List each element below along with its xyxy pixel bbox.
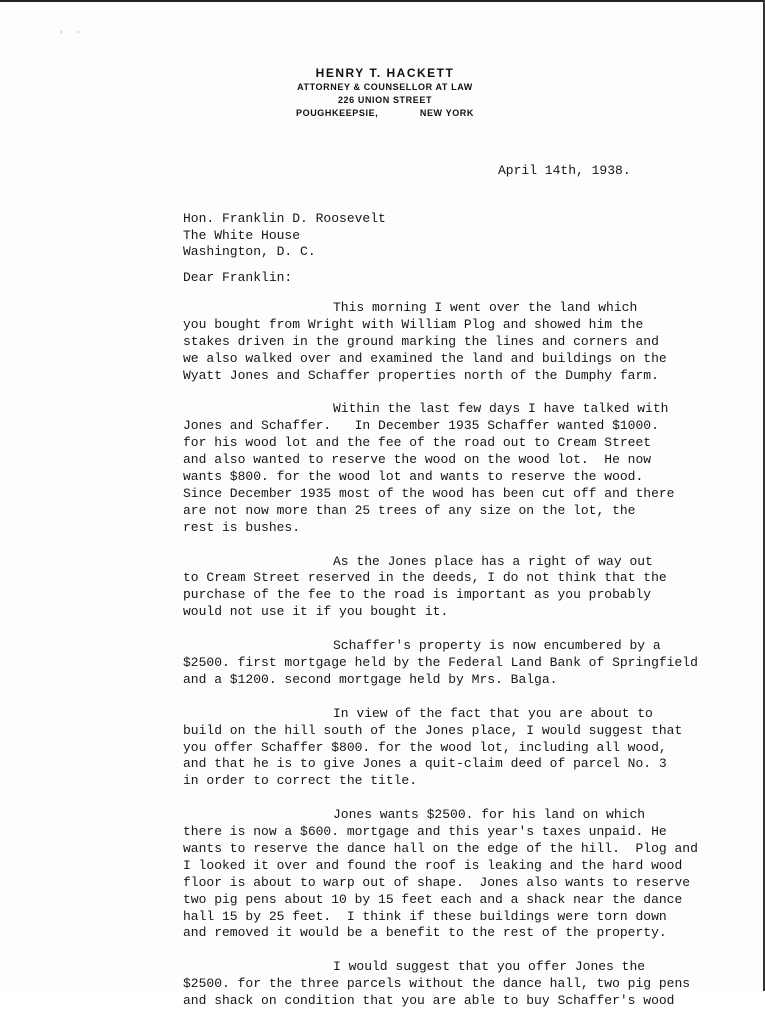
paragraph-line: wants $800. for the wood lot and wants to reserve the wood. <box>183 469 644 485</box>
letterhead-city-line <box>260 107 510 120</box>
paragraph-line: two pig pens about 10 by 15 feet each and a shack near the dance <box>183 891 683 907</box>
letter-paragraph <box>183 705 683 791</box>
paragraph-line: Jones and Schaffer. In December 1935 Schaffer wanted $1000. <box>183 418 659 434</box>
paragraph-line: Within the last few days I have talked with <box>333 401 669 417</box>
recipient-line-3: Washington, D. C. <box>183 244 316 259</box>
paragraph-line: there is now a $600. mortgage and this year's taxes unpaid. He <box>183 824 667 840</box>
paragraph-line: $2500. first mortgage held by the Federal Land Bank of Springfield <box>183 654 698 670</box>
paragraph-line: I looked it over and found the roof is leaking and the hard wood <box>183 857 683 873</box>
paragraph-line: Wyatt Jones and Schaffer properties north of the Dumphy farm. <box>183 367 659 383</box>
paragraph-line: This morning I went over the land which <box>333 300 638 315</box>
letter-date: April 14th, 1938. <box>498 163 631 178</box>
paragraph-line: rest is bushes. <box>183 519 301 535</box>
letter-paragraph <box>183 553 667 622</box>
paragraph-line: stakes driven in the ground marking the lines and corners and <box>183 333 659 349</box>
letterhead-state: NEW YORK <box>419 108 474 118</box>
paragraph-line: I would suggest that you offer Jones the <box>333 959 646 975</box>
paragraph-line: As the Jones place has a right of way out <box>333 553 653 569</box>
paragraph-line: and a $1200. second mortgage held by Mrs. Balga. <box>183 671 558 687</box>
recipient-address <box>183 211 386 261</box>
paragraph-line: and removed it would be a benefit to the rest of the property. <box>183 925 667 941</box>
letterhead-title: ATTORNEY & COUNSELLOR AT LAW <box>297 82 473 92</box>
paragraph-line: build on the hill south of the Jones place, I would suggest that <box>183 722 683 738</box>
paragraph-line: In view of the fact that you are about to <box>333 705 653 721</box>
paragraph-line: hall 15 by 25 feet. I think if these buildings were torn down <box>183 908 667 924</box>
paragraph-line: would not use it if you bought it. <box>183 604 449 620</box>
letterhead-street: 226 UNION STREET <box>337 95 433 105</box>
letter-paragraph <box>183 401 675 536</box>
paragraph-line: and also wanted to reserve the wood on the wood lot. He now <box>183 452 652 468</box>
paragraph-line: you offer Schaffer $800. for the wood lot, including all wood, <box>183 739 667 755</box>
paragraph-line: in order to correct the title. <box>183 773 418 789</box>
paragraph-line: purchase of the fee to the road is important as you probably <box>183 587 652 603</box>
paragraph-line: to Cream Street reserved in the deeds, I do not think that the <box>183 570 667 586</box>
letterhead <box>260 66 510 120</box>
paragraph-line: and shack on condition that you are able to buy Schaffer's wood <box>183 993 675 1009</box>
recipient-line-2: The White House <box>183 227 301 243</box>
letter-paragraph <box>183 300 667 385</box>
paragraph-line: $2500. for the three parcels without the dance hall, two pig pens <box>183 976 691 992</box>
recipient-line-1: Hon. Franklin D. Roosevelt <box>183 211 386 226</box>
letter-paragraph <box>183 807 698 942</box>
letterhead-city: POUGHKEEPSIE, <box>296 108 379 118</box>
letter-paragraph <box>183 959 691 1010</box>
paragraph-line: floor is about to warp out of shape. Jones also wants to reserve <box>183 874 691 890</box>
paragraph-line: and that he is to give Jones a quit-claim deed of parcel No. 3 <box>183 756 667 772</box>
letter-paragraph <box>183 638 698 689</box>
paragraph-line: for his wood lot and the fee of the road out to Cream Street <box>183 435 652 451</box>
letterhead-name: HENRY T. HACKETT <box>315 66 455 80</box>
paragraph-line: Schaffer's property is now encumbered by a <box>333 638 661 654</box>
letter-body <box>183 300 698 1027</box>
paragraph-line: wants to reserve the dance hall on the edge of the hill. Plog and <box>183 840 698 856</box>
salutation: Dear Franklin: <box>183 270 293 285</box>
paragraph-line: Jones wants $2500. for his land on which <box>333 807 646 823</box>
paragraph-line: Since December 1935 most of the wood has been cut off and there <box>183 485 675 501</box>
paragraph-line: you bought from Wright with William Plog and showed him the <box>183 316 644 332</box>
scan-specks: · · <box>60 28 86 37</box>
paragraph-line: we also walked over and examined the land and buildings on the <box>183 350 667 366</box>
paragraph-line: are not now more than 25 trees of any size on the lot, the <box>183 502 636 518</box>
scan-edge-top <box>0 0 765 2</box>
